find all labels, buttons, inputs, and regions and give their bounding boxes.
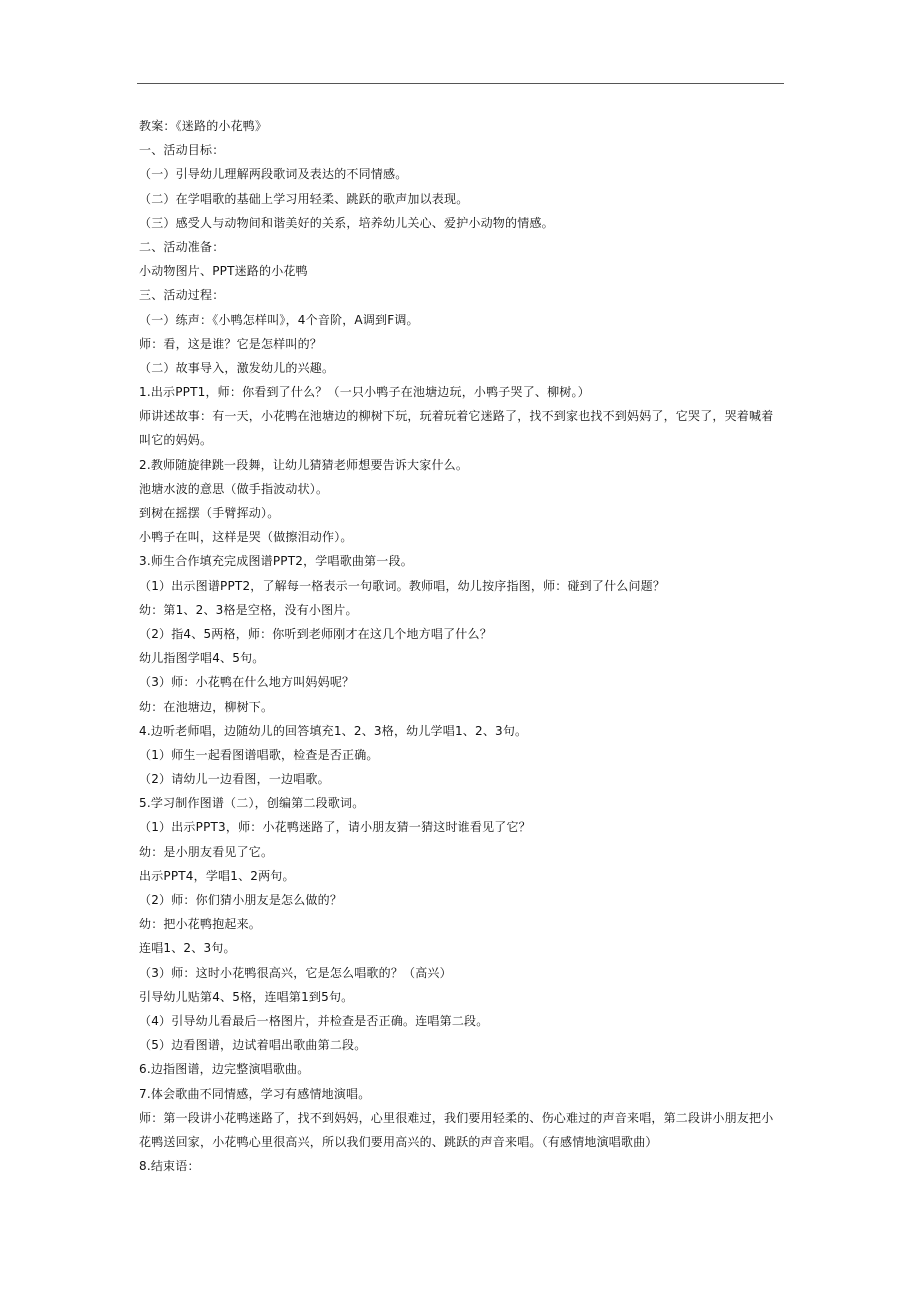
paragraph-line: （2）指4、5两格，师：你听到老师刚才在这几个地方唱了什么？ — [139, 626, 492, 641]
paragraph-line: 1.出示PPT1，师：你看到了什么？（一只小鸭子在池塘边玩，小鸭子哭了、柳树。） — [139, 385, 590, 400]
paragraph-line: 幼：在池塘边，柳树下。 — [139, 699, 274, 714]
paragraph-line: （2）请幼儿一边看图，一边唱歌。 — [139, 772, 330, 787]
paragraph-line: （3）师：小花鸭在什么地方叫妈妈呢？ — [139, 675, 355, 690]
header-rule — [137, 83, 784, 84]
paragraph-line: （4）引导幼儿看最后一格图片，并检查是否正确。连唱第二段。 — [139, 1013, 489, 1028]
paragraph-line: （1）出示PPT3，师：小花鸭迷路了，请小朋友猜一猜这时谁看见了它？ — [139, 820, 531, 835]
paragraph-line: 幼：第1、2、3格是空格，没有小图片。 — [139, 602, 358, 617]
paragraph-line: 连唱1、2、3句。 — [139, 941, 236, 956]
paragraph-line: 师：第一段讲小花鸭迷路了，找不到妈妈，心里很难过，我们要用轻柔的、伤心难过的声音来唱，第二段讲小朋友把小 — [139, 1110, 774, 1125]
paragraph-line: （二）故事导入，激发幼儿的兴趣。 — [139, 360, 335, 375]
paragraph-line: （1）出示图谱PPT2，了解每一格表示一句歌词。教师唱，幼儿按序指图，师：碰到了什么问题？ — [139, 578, 666, 593]
section-heading-process: 三、活动过程： — [139, 288, 225, 303]
paragraph-line: （3）师：这时小花鸭很高兴，它是怎么唱歌的？（高兴） — [139, 965, 452, 980]
paragraph-line: 幼：把小花鸭抱起来。 — [139, 917, 262, 932]
paragraph-line: 6.边指图谱，边完整演唱歌曲。 — [139, 1062, 310, 1077]
paragraph-line: 师讲述故事：有一天，小花鸭在池塘边的柳树下玩，玩着玩着它迷路了，找不到家也找不到妈妈了，它哭了，哭着喊着 — [139, 409, 774, 424]
paragraph-line: 幼儿指图学唱4、5句。 — [139, 651, 265, 666]
paragraph-line: （三）感受人与动物间和谐美好的关系，培养幼儿关心、爱护小动物的情感。 — [139, 215, 554, 230]
paragraph-line: 幼：是小朋友看见了它。 — [139, 844, 274, 859]
paragraph-line: 小鸭子在叫，这样是哭（做擦泪动作）。 — [139, 530, 353, 545]
paragraph-line: （5）边看图谱，边试着唱出歌曲第二段。 — [139, 1038, 367, 1053]
paragraph-line: （1）师生一起看图谱唱歌，检查是否正确。 — [139, 747, 379, 762]
paragraph-line: 5.学习制作图谱（二），创编第二段歌词。 — [139, 796, 365, 811]
paragraph-line: 小动物图片、PPT迷路的小花鸭 — [139, 264, 308, 279]
paragraph-line: 师：看，这是谁？它是怎样叫的？ — [139, 336, 323, 351]
section-heading-preparation: 二、活动准备： — [139, 239, 225, 254]
paragraph-line: 叫它的妈妈。 — [139, 433, 213, 448]
paragraph-line: 出示PPT4，学唱1、2两句。 — [139, 868, 295, 883]
document-body — [139, 114, 789, 1178]
document-title: 教案：《迷路的小花鸭》 — [139, 119, 268, 133]
paragraph-line: 3.师生合作填充完成图谱PPT2，学唱歌曲第一段。 — [139, 554, 413, 569]
paragraph-line: （一）引导幼儿理解两段歌词及表达的不同情感。 — [139, 167, 408, 182]
paragraph-line: 8.结束语： — [139, 1159, 200, 1174]
paragraph-line: （一）练声：《小鸭怎样叫》，4个音阶，A调到F调。 — [139, 312, 419, 327]
paragraph-line: 2.教师随旋律跳一段舞，让幼儿猜猜老师想要告诉大家什么。 — [139, 457, 469, 472]
paragraph-line: 7.体会歌曲不同情感，学习有感情地演唱。 — [139, 1086, 371, 1101]
paragraph-line: （2）师：你们猜小朋友是怎么做的？ — [139, 893, 343, 907]
paragraph-line: （二）在学唱歌的基础上学习用轻柔、跳跃的歌声加以表现。 — [139, 191, 469, 206]
paragraph-line: 引导幼儿贴第4、5格，连唱第1到5句。 — [139, 989, 354, 1004]
paragraph-line: 池塘水波的意思（做手指波动状）。 — [139, 481, 329, 496]
paragraph-line: 4.边听老师唱，边随幼儿的回答填充1、2、3格，幼儿学唱1、2、3句。 — [139, 723, 528, 738]
paragraph-line: 花鸭送回家，小花鸭心里很高兴，所以我们要用高兴的、跳跃的声音来唱。（有感情地演唱歌曲） — [139, 1134, 658, 1149]
section-heading-goals: 一、活动目标： — [139, 143, 225, 158]
paragraph-line: 到树在摇摆（手臂挥动）。 — [139, 506, 280, 520]
